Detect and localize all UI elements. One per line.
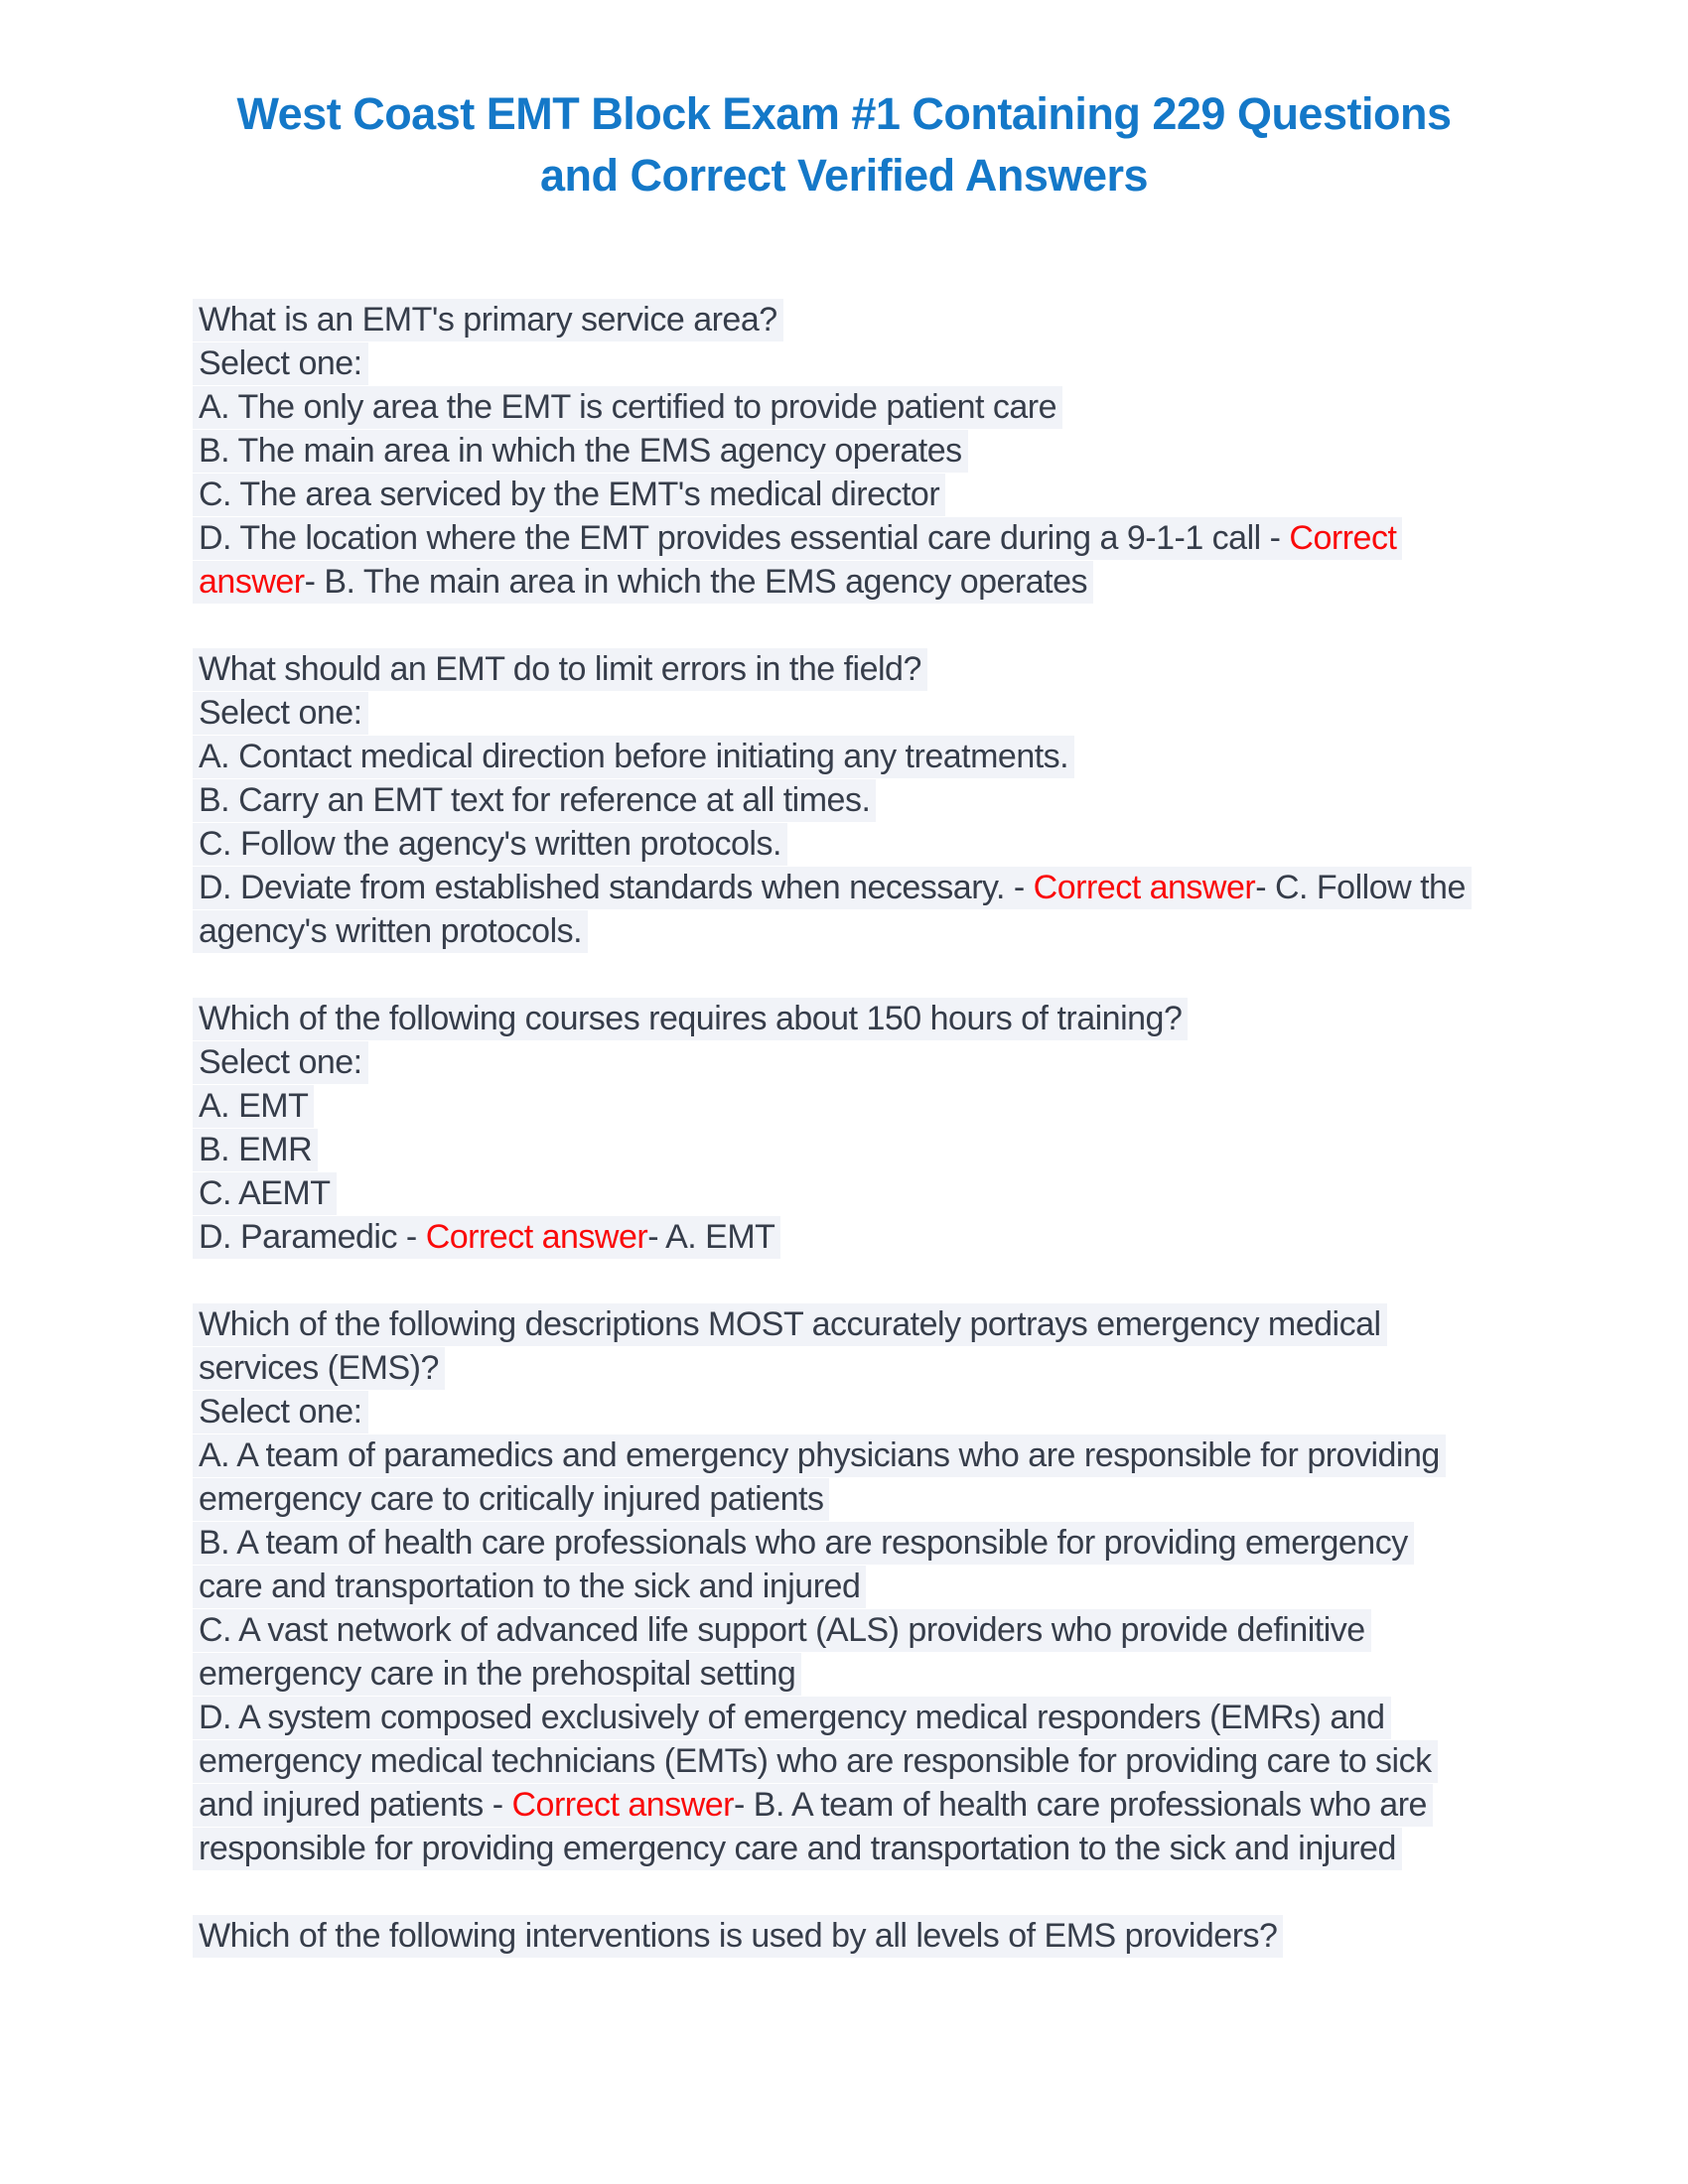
question-text: B. Carry an EMT text for reference at all times. [199, 781, 871, 819]
question-line [199, 1827, 1688, 1870]
correct-answer-text: Correct answer [511, 1786, 734, 1824]
question-line [199, 473, 1688, 516]
line-highlight [193, 1347, 445, 1390]
line-highlight [193, 386, 1062, 429]
question-line [199, 822, 1688, 866]
question-text: responsible for providing emergency care and transportation to the sick and injured [199, 1830, 1396, 1867]
line-highlight [193, 1216, 780, 1259]
question-text: and injured patients - [199, 1786, 512, 1824]
question-text: emergency care in the prehospital setting [199, 1655, 796, 1693]
line-highlight [193, 1434, 1446, 1477]
question-line [199, 1040, 1688, 1084]
question-line [199, 560, 1688, 604]
question-line [199, 298, 1688, 341]
question-line [199, 1608, 1688, 1652]
question-line [199, 516, 1688, 560]
question-text: C. Follow the agency's written protocols. [199, 825, 781, 863]
page-title-line-2: and Correct Verified Answers [539, 150, 1149, 201]
page-title [0, 0, 1688, 206]
question-line [199, 1696, 1688, 1739]
question-text: D. The location where the EMT provides essential care during a 9-1-1 call - [199, 519, 1290, 557]
question-line [199, 341, 1688, 385]
question-line [199, 1346, 1688, 1390]
question-text: A. Contact medical direction before initiating any treatments. [199, 738, 1069, 775]
question-text: D. Deviate from established standards when necessary. - [199, 869, 1034, 906]
question-block [199, 298, 1688, 604]
question-line [199, 1128, 1688, 1171]
line-highlight [193, 517, 1402, 560]
question-text: Which of the following courses requires about 150 hours of training? [199, 1000, 1183, 1037]
line-highlight [193, 1303, 1387, 1346]
line-highlight [193, 342, 368, 385]
question-line [199, 1302, 1688, 1346]
line-highlight [193, 1740, 1438, 1783]
line-highlight [193, 998, 1188, 1040]
line-highlight [193, 1915, 1283, 1958]
question-text: emergency care to critically injured patients [199, 1480, 824, 1518]
question-text: services (EMS)? [199, 1349, 439, 1387]
correct-answer-text: Correct [1289, 519, 1397, 557]
question-text: C. The area serviced by the EMT's medical director [199, 476, 940, 513]
question-text: Select one: [199, 1043, 362, 1081]
question-text: - B. The main area in which the EMS agency operates [304, 563, 1088, 601]
question-text: A. EMT [199, 1087, 309, 1125]
question-line [199, 1433, 1688, 1477]
question-text: - A. EMT [647, 1218, 775, 1256]
question-text: D. Paramedic - [199, 1218, 426, 1256]
question-text: care and transportation to the sick and injured [199, 1568, 861, 1605]
line-highlight [193, 1697, 1391, 1739]
question-text: C. AEMT [199, 1174, 331, 1212]
line-highlight [193, 779, 876, 822]
question-line [199, 385, 1688, 429]
question-line [199, 1521, 1688, 1565]
line-highlight [193, 1609, 1371, 1652]
line-highlight [193, 474, 945, 516]
question-text: A. A team of paramedics and emergency physicians who are responsible for providing [199, 1436, 1440, 1474]
question-line [199, 691, 1688, 735]
question-line [199, 866, 1688, 909]
question-line [199, 1084, 1688, 1128]
question-block [199, 997, 1688, 1259]
question-line [199, 909, 1688, 953]
line-highlight [193, 1129, 318, 1171]
question-line [199, 778, 1688, 822]
correct-answer-text: answer [199, 563, 305, 601]
line-highlight [193, 1172, 337, 1215]
question-line [199, 1739, 1688, 1783]
line-highlight [193, 1653, 801, 1696]
line-highlight [193, 1041, 368, 1084]
question-line [199, 735, 1688, 778]
question-text: What should an EMT do to limit errors in the field? [199, 650, 921, 688]
page-title-line-1: West Coast EMT Block Exam #1 Containing 229 Questions [236, 88, 1452, 139]
question-line [199, 1390, 1688, 1433]
question-text: Which of the following interventions is used by all levels of EMS providers? [199, 1917, 1278, 1955]
question-text: Select one: [199, 344, 362, 382]
line-highlight [193, 1828, 1402, 1870]
question-block [199, 1302, 1688, 1870]
question-text: emergency medical technicians (EMTs) who are responsible for providing care to sick [199, 1742, 1432, 1780]
question-text: B. A team of health care professionals who are responsible for providing emergency [199, 1524, 1408, 1562]
question-line [199, 429, 1688, 473]
question-text: - C. Follow the [1255, 869, 1466, 906]
correct-answer-text: Correct answer [1033, 869, 1256, 906]
question-text: C. A vast network of advanced life support (ALS) providers who provide definitive [199, 1611, 1365, 1649]
line-highlight [193, 648, 927, 691]
line-highlight [193, 1566, 866, 1608]
question-line [199, 1914, 1688, 1958]
line-highlight [193, 867, 1472, 909]
question-text: B. The main area in which the EMS agency operates [199, 432, 962, 470]
question-line [199, 1783, 1688, 1827]
question-line [199, 1171, 1688, 1215]
question-text: agency's written protocols. [199, 912, 583, 950]
question-text: Select one: [199, 694, 362, 732]
question-line [199, 647, 1688, 691]
question-block [199, 647, 1688, 953]
line-highlight [193, 823, 787, 866]
correct-answer-text: Correct answer [425, 1218, 648, 1256]
question-text: B. EMR [199, 1131, 313, 1168]
question-line [199, 1565, 1688, 1608]
question-text: Select one: [199, 1393, 362, 1431]
line-highlight [193, 1478, 829, 1521]
question-text: - B. A team of health care professionals who are [734, 1786, 1427, 1824]
line-highlight [193, 430, 968, 473]
question-text: D. A system composed exclusively of emergency medical responders (EMRs) and [199, 1699, 1385, 1736]
line-highlight [193, 299, 783, 341]
line-highlight [193, 1085, 314, 1128]
questions-list [199, 298, 1688, 1958]
line-highlight [193, 692, 368, 735]
question-line [199, 1215, 1688, 1259]
question-text: What is an EMT's primary service area? [199, 301, 777, 339]
line-highlight [193, 1784, 1433, 1827]
question-text: A. The only area the EMT is certified to provide patient care [199, 388, 1057, 426]
question-line [199, 997, 1688, 1040]
line-highlight [193, 1522, 1414, 1565]
question-line [199, 1477, 1688, 1521]
line-highlight [193, 736, 1074, 778]
question-line [199, 1652, 1688, 1696]
line-highlight [193, 561, 1093, 604]
line-highlight [193, 1391, 368, 1433]
line-highlight [193, 910, 588, 953]
question-text: Which of the following descriptions MOST accurately portrays emergency medical [199, 1305, 1381, 1343]
question-block [199, 1914, 1688, 1958]
